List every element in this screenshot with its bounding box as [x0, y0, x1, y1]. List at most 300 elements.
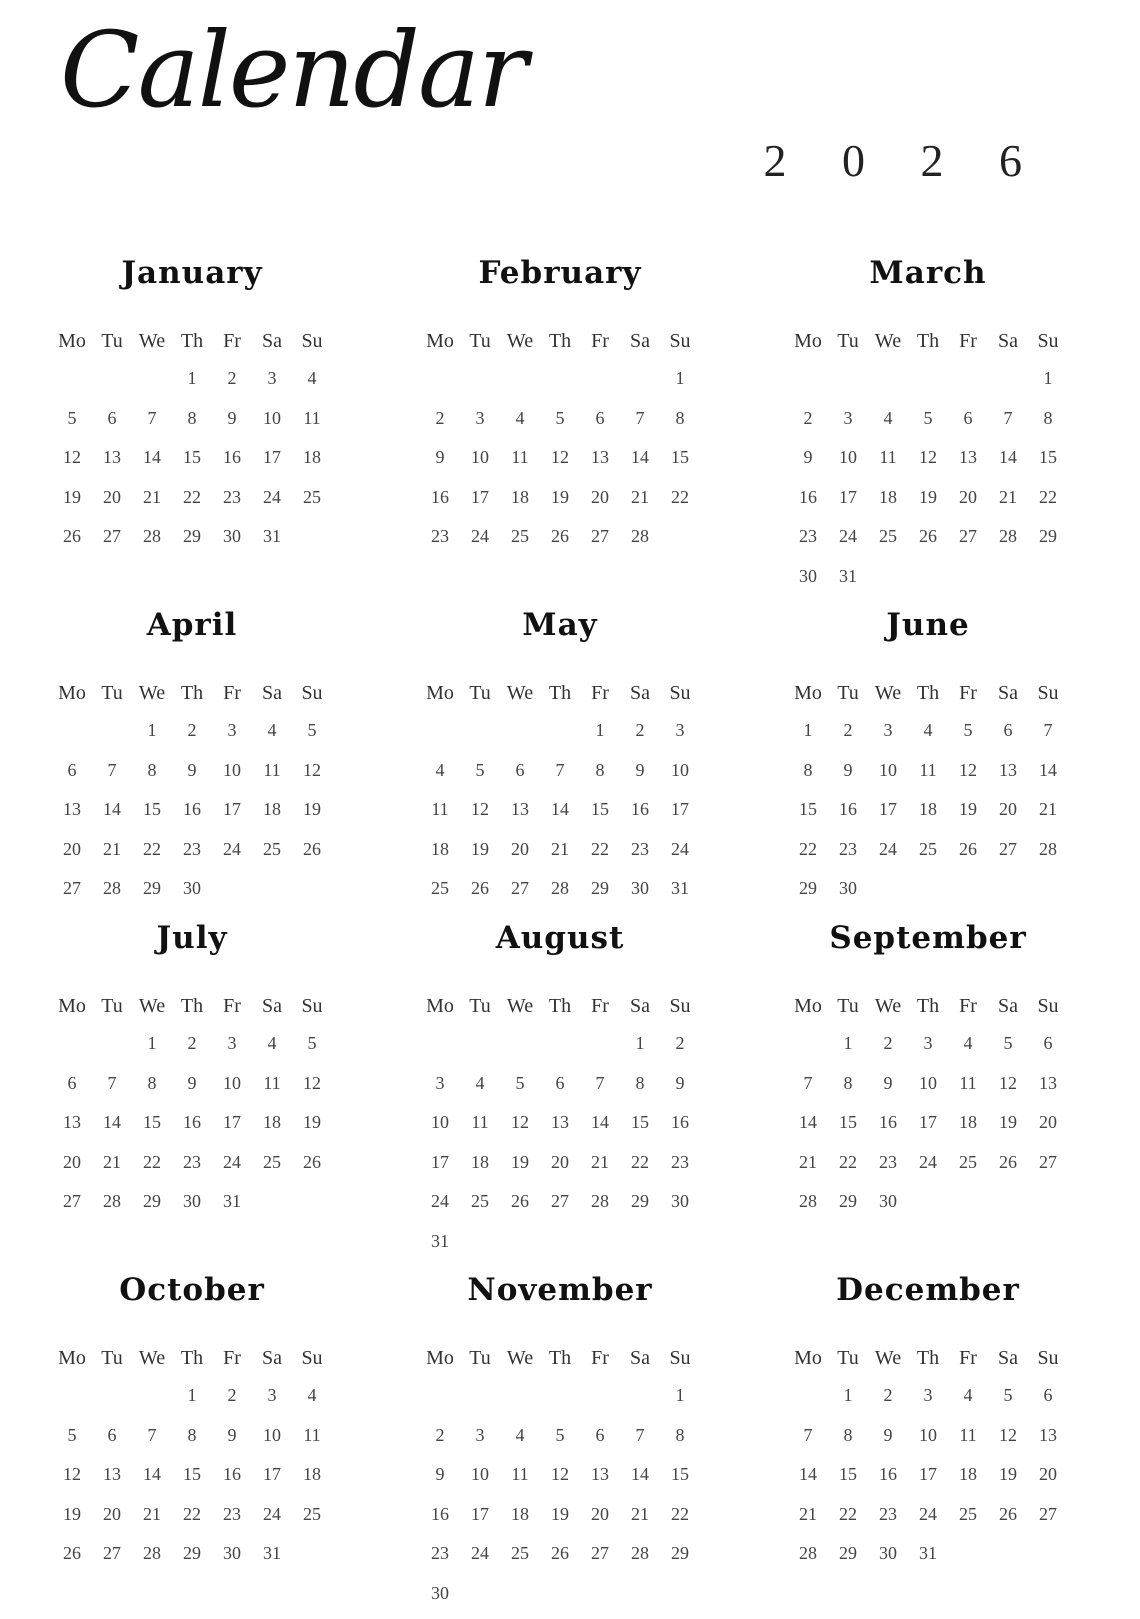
day-cell: 11 — [431, 799, 449, 819]
day-cell: 14 — [799, 1464, 817, 1484]
day-cell: 1 — [187, 368, 197, 388]
day-cell: 9 — [635, 759, 645, 780]
weekday-header: Su — [669, 1347, 691, 1369]
weekday-header: Mo — [58, 1347, 86, 1369]
day-cell: 23 — [431, 526, 449, 546]
day-cell: 12 — [999, 1072, 1017, 1093]
day-cell: 7 — [555, 759, 565, 780]
day-cell: 19 — [471, 838, 489, 859]
day-cell: 24 — [919, 1151, 937, 1172]
day-cell: 9 — [883, 1424, 893, 1445]
day-cell: 8 — [147, 1072, 157, 1093]
weekday-header: Fr — [959, 1347, 977, 1369]
day-cell: 19 — [999, 1112, 1017, 1132]
year-label: 2 0 2 6 — [763, 135, 1044, 186]
day-cell: 15 — [1039, 447, 1057, 467]
weekday-header: Tu — [469, 1347, 491, 1369]
day-cell: 16 — [431, 486, 449, 507]
day-cell: 19 — [551, 1503, 569, 1524]
day-cell: 27 — [103, 526, 121, 546]
day-cell: 9 — [187, 759, 197, 780]
weekday-header: Su — [301, 682, 323, 704]
day-cell: 1 — [675, 1385, 685, 1405]
day-cell: 6 — [1043, 1385, 1053, 1405]
weekday-header: Su — [669, 330, 691, 352]
day-cell: 17 — [223, 1112, 241, 1132]
day-cell: 3 — [267, 368, 277, 388]
month-name: November — [467, 1272, 653, 1308]
day-cell: 6 — [963, 407, 973, 428]
day-cell: 21 — [591, 1151, 609, 1172]
day-cell: 26 — [999, 1503, 1017, 1524]
day-cell: 18 — [303, 447, 321, 467]
weekday-header: Su — [1037, 995, 1059, 1017]
weekday-header: We — [506, 330, 534, 352]
weekday-header: Sa — [630, 682, 650, 704]
day-cell: 12 — [471, 799, 489, 819]
day-cell: 8 — [803, 759, 813, 780]
day-cell: 17 — [263, 447, 281, 467]
day-cell: 12 — [303, 1072, 321, 1093]
weekday-header: Mo — [58, 330, 86, 352]
weekday-header: Sa — [998, 995, 1018, 1017]
day-cell: 24 — [919, 1503, 937, 1524]
day-cell: 11 — [959, 1424, 977, 1445]
day-cell: 23 — [671, 1151, 689, 1172]
day-cell: 20 — [63, 1151, 81, 1172]
day-cell: 2 — [803, 407, 813, 428]
day-cell: 13 — [103, 447, 121, 467]
weekday-header: We — [506, 1347, 534, 1369]
weekday-header: Th — [180, 682, 204, 704]
day-cell: 29 — [799, 878, 817, 898]
day-cell: 23 — [183, 1151, 201, 1172]
day-cell: 7 — [1003, 407, 1013, 428]
day-cell: 20 — [63, 838, 81, 859]
day-cell: 20 — [1039, 1464, 1057, 1484]
day-cell: 29 — [143, 878, 161, 898]
weekday-header: We — [506, 682, 534, 704]
day-cell: 4 — [475, 1072, 485, 1093]
weekday-header: Mo — [794, 995, 822, 1017]
month-name: February — [478, 255, 642, 291]
day-cell: 17 — [223, 799, 241, 819]
day-cell: 28 — [799, 1543, 817, 1563]
day-cell: 3 — [923, 1033, 933, 1053]
day-cell: 19 — [511, 1151, 529, 1172]
weekday-header: Th — [180, 1347, 204, 1369]
weekday-header: Tu — [837, 1347, 859, 1369]
day-cell: 24 — [471, 526, 489, 546]
day-cell: 14 — [631, 1464, 649, 1484]
day-cell: 23 — [799, 526, 817, 546]
weekday-header: Su — [669, 995, 691, 1017]
weekday-header: Su — [301, 330, 323, 352]
day-cell: 19 — [999, 1464, 1017, 1484]
weekday-header: Fr — [591, 995, 609, 1017]
weekday-header: Sa — [998, 1347, 1018, 1369]
day-cell: 31 — [919, 1543, 937, 1563]
day-cell: 26 — [511, 1191, 529, 1211]
day-cell: 22 — [671, 486, 689, 507]
day-cell: 8 — [675, 407, 685, 428]
day-cell: 3 — [843, 407, 853, 428]
day-cell: 9 — [435, 447, 445, 467]
day-cell: 30 — [183, 1191, 201, 1211]
day-cell: 27 — [1039, 1503, 1057, 1524]
day-cell: 31 — [263, 526, 281, 546]
day-cell: 4 — [267, 720, 277, 740]
weekday-header: Su — [1037, 682, 1059, 704]
month-name: April — [146, 607, 238, 643]
weekday-header: We — [138, 330, 166, 352]
day-cell: 7 — [147, 407, 157, 428]
day-cell: 1 — [595, 720, 605, 740]
day-cell: 10 — [471, 1464, 489, 1484]
day-cell: 15 — [799, 799, 817, 819]
day-cell: 24 — [431, 1191, 449, 1211]
day-cell: 5 — [1003, 1033, 1013, 1053]
day-cell: 30 — [799, 565, 817, 586]
day-cell: 17 — [263, 1464, 281, 1484]
day-cell: 11 — [471, 1112, 489, 1132]
day-cell: 10 — [839, 447, 857, 467]
day-cell: 18 — [263, 799, 281, 819]
day-cell: 19 — [919, 486, 937, 507]
day-cell: 4 — [883, 407, 893, 428]
day-cell: 2 — [435, 407, 445, 428]
day-cell: 22 — [799, 838, 817, 859]
day-cell: 3 — [267, 1385, 277, 1405]
day-cell: 7 — [635, 407, 645, 428]
day-cell: 4 — [963, 1033, 973, 1053]
day-cell: 28 — [103, 878, 121, 898]
day-cell: 1 — [635, 1033, 645, 1053]
weekday-header: Fr — [959, 330, 977, 352]
day-cell: 16 — [183, 799, 201, 819]
day-cell: 28 — [591, 1191, 609, 1211]
day-cell: 20 — [551, 1151, 569, 1172]
day-cell: 9 — [675, 1072, 685, 1093]
weekday-header: Th — [916, 330, 940, 352]
month-name: March — [869, 255, 987, 291]
day-cell: 21 — [999, 486, 1017, 507]
day-cell: 8 — [187, 1424, 197, 1445]
weekday-header: Mo — [426, 682, 454, 704]
day-cell: 17 — [671, 799, 689, 819]
day-cell: 31 — [223, 1191, 241, 1211]
weekday-header: Fr — [223, 330, 241, 352]
day-cell: 14 — [103, 799, 121, 819]
day-cell: 17 — [919, 1464, 937, 1484]
day-cell: 25 — [303, 486, 321, 507]
day-cell: 11 — [303, 407, 321, 428]
day-cell: 22 — [839, 1151, 857, 1172]
day-cell: 20 — [103, 1503, 121, 1524]
day-cell: 18 — [471, 1151, 489, 1172]
day-cell: 22 — [631, 1151, 649, 1172]
day-cell: 13 — [103, 1464, 121, 1484]
day-cell: 28 — [103, 1191, 121, 1211]
day-cell: 10 — [223, 1072, 241, 1093]
day-cell: 4 — [435, 759, 445, 780]
day-cell: 20 — [511, 838, 529, 859]
day-cell: 28 — [631, 526, 649, 546]
weekday-header: Sa — [262, 682, 282, 704]
day-cell: 22 — [591, 838, 609, 859]
day-cell: 5 — [923, 407, 933, 428]
month-name: December — [836, 1272, 1020, 1308]
month-name: June — [886, 607, 970, 643]
day-cell: 12 — [511, 1112, 529, 1132]
day-cell: 8 — [843, 1424, 853, 1445]
day-cell: 9 — [843, 759, 853, 780]
day-cell: 25 — [511, 526, 529, 546]
weekday-header: Tu — [837, 995, 859, 1017]
day-cell: 27 — [959, 526, 977, 546]
day-cell: 19 — [303, 799, 321, 819]
weekday-header: We — [874, 682, 902, 704]
day-cell: 11 — [511, 1464, 529, 1484]
day-cell: 12 — [551, 1464, 569, 1484]
day-cell: 6 — [1003, 720, 1013, 740]
day-cell: 30 — [839, 878, 857, 898]
day-cell: 16 — [631, 799, 649, 819]
weekday-header: We — [138, 995, 166, 1017]
day-cell: 7 — [803, 1072, 813, 1093]
day-cell: 14 — [799, 1112, 817, 1132]
day-cell: 7 — [595, 1072, 605, 1093]
weekday-header: Fr — [591, 1347, 609, 1369]
day-cell: 1 — [1043, 368, 1053, 388]
weekday-header: Mo — [426, 1347, 454, 1369]
day-cell: 9 — [435, 1464, 445, 1484]
day-cell: 30 — [183, 878, 201, 898]
day-cell: 1 — [147, 720, 157, 740]
day-cell: 6 — [67, 759, 77, 780]
day-cell: 17 — [471, 486, 489, 507]
weekday-header: Sa — [998, 330, 1018, 352]
day-cell: 29 — [143, 1191, 161, 1211]
day-cell: 5 — [515, 1072, 525, 1093]
day-cell: 23 — [631, 838, 649, 859]
day-cell: 9 — [803, 447, 813, 467]
day-cell: 25 — [303, 1503, 321, 1524]
day-cell: 1 — [675, 368, 685, 388]
day-cell: 20 — [591, 1503, 609, 1524]
day-cell: 25 — [879, 526, 897, 546]
day-cell: 16 — [223, 447, 241, 467]
day-cell: 3 — [227, 1033, 237, 1053]
day-cell: 21 — [143, 1503, 161, 1524]
day-cell: 8 — [635, 1072, 645, 1093]
day-cell: 22 — [183, 486, 201, 507]
day-cell: 13 — [511, 799, 529, 819]
day-cell: 11 — [263, 759, 281, 780]
day-cell: 30 — [223, 526, 241, 546]
day-cell: 18 — [511, 486, 529, 507]
day-cell: 28 — [551, 878, 569, 898]
weekday-header: Mo — [794, 682, 822, 704]
day-cell: 16 — [671, 1112, 689, 1132]
weekday-header: Mo — [426, 995, 454, 1017]
weekday-header: Su — [669, 682, 691, 704]
day-cell: 14 — [631, 447, 649, 467]
day-cell: 15 — [591, 799, 609, 819]
day-cell: 16 — [183, 1112, 201, 1132]
day-cell: 15 — [671, 447, 689, 467]
day-cell: 6 — [67, 1072, 77, 1093]
day-cell: 5 — [307, 1033, 317, 1053]
day-cell: 7 — [635, 1424, 645, 1445]
day-cell: 21 — [103, 1151, 121, 1172]
day-cell: 28 — [1039, 838, 1057, 859]
day-cell: 13 — [999, 759, 1017, 780]
weekday-header: Fr — [223, 995, 241, 1017]
day-cell: 15 — [631, 1112, 649, 1132]
day-cell: 27 — [63, 878, 81, 898]
day-cell: 27 — [103, 1543, 121, 1563]
day-cell: 19 — [303, 1112, 321, 1132]
day-cell: 12 — [63, 447, 81, 467]
weekday-header: Th — [180, 995, 204, 1017]
day-cell: 3 — [227, 720, 237, 740]
day-cell: 6 — [595, 407, 605, 428]
month-name: October — [119, 1272, 265, 1308]
day-cell: 4 — [267, 1033, 277, 1053]
day-cell: 1 — [843, 1033, 853, 1053]
day-cell: 21 — [103, 838, 121, 859]
weekday-header: Fr — [959, 995, 977, 1017]
day-cell: 2 — [883, 1385, 893, 1405]
day-cell: 18 — [959, 1464, 977, 1484]
day-cell: 28 — [143, 1543, 161, 1563]
month-name: January — [121, 255, 263, 291]
day-cell: 29 — [183, 1543, 201, 1563]
weekday-header: Tu — [469, 330, 491, 352]
day-cell: 18 — [431, 838, 449, 859]
day-cell: 11 — [959, 1072, 977, 1093]
day-cell: 9 — [883, 1072, 893, 1093]
day-cell: 2 — [675, 1033, 685, 1053]
day-cell: 1 — [843, 1385, 853, 1405]
day-cell: 25 — [263, 1151, 281, 1172]
day-cell: 25 — [959, 1503, 977, 1524]
day-cell: 23 — [223, 1503, 241, 1524]
day-cell: 17 — [431, 1151, 449, 1172]
day-cell: 24 — [263, 486, 281, 507]
day-cell: 26 — [303, 1151, 321, 1172]
day-cell: 22 — [143, 838, 161, 859]
day-cell: 10 — [919, 1072, 937, 1093]
day-cell: 18 — [511, 1503, 529, 1524]
day-cell: 13 — [1039, 1072, 1057, 1093]
weekday-header: Tu — [837, 330, 859, 352]
day-cell: 14 — [143, 447, 161, 467]
day-cell: 9 — [187, 1072, 197, 1093]
day-cell: 12 — [959, 759, 977, 780]
day-cell: 17 — [839, 486, 857, 507]
day-cell: 27 — [999, 838, 1017, 859]
day-cell: 1 — [803, 720, 813, 740]
day-cell: 12 — [999, 1424, 1017, 1445]
day-cell: 20 — [103, 486, 121, 507]
day-cell: 27 — [551, 1191, 569, 1211]
weekday-header: Fr — [591, 682, 609, 704]
day-cell: 3 — [435, 1072, 445, 1093]
day-cell: 26 — [551, 1543, 569, 1563]
day-cell: 28 — [799, 1191, 817, 1211]
day-cell: 7 — [107, 759, 117, 780]
day-cell: 29 — [839, 1191, 857, 1211]
day-cell: 10 — [919, 1424, 937, 1445]
day-cell: 15 — [183, 1464, 201, 1484]
day-cell: 11 — [919, 759, 937, 780]
day-cell: 18 — [959, 1112, 977, 1132]
day-cell: 26 — [919, 526, 937, 546]
weekday-header: We — [874, 330, 902, 352]
day-cell: 24 — [471, 1543, 489, 1563]
day-cell: 20 — [999, 799, 1017, 819]
weekday-header: Sa — [998, 682, 1018, 704]
weekday-header: Mo — [426, 330, 454, 352]
day-cell: 13 — [551, 1112, 569, 1132]
day-cell: 30 — [431, 1582, 449, 1603]
day-cell: 27 — [591, 1543, 609, 1563]
day-cell: 31 — [431, 1230, 449, 1251]
day-cell: 14 — [103, 1112, 121, 1132]
day-cell: 10 — [471, 447, 489, 467]
day-cell: 12 — [551, 447, 569, 467]
weekday-header: Th — [180, 330, 204, 352]
day-cell: 9 — [227, 407, 237, 428]
day-cell: 19 — [551, 486, 569, 507]
day-cell: 7 — [147, 1424, 157, 1445]
day-cell: 16 — [879, 1464, 897, 1484]
day-cell: 15 — [143, 1112, 161, 1132]
day-cell: 22 — [839, 1503, 857, 1524]
day-cell: 29 — [1039, 526, 1057, 546]
day-cell: 13 — [959, 447, 977, 467]
day-cell: 22 — [671, 1503, 689, 1524]
month-name: July — [156, 920, 228, 956]
day-cell: 15 — [183, 447, 201, 467]
day-cell: 8 — [675, 1424, 685, 1445]
day-cell: 2 — [187, 720, 197, 740]
day-cell: 26 — [63, 1543, 81, 1563]
day-cell: 26 — [471, 878, 489, 898]
month-name: May — [522, 607, 598, 643]
weekday-header: Tu — [469, 995, 491, 1017]
day-cell: 2 — [435, 1424, 445, 1445]
weekday-header: Sa — [262, 995, 282, 1017]
day-cell: 13 — [1039, 1424, 1057, 1445]
day-cell: 8 — [187, 407, 197, 428]
day-cell: 5 — [475, 759, 485, 780]
weekday-header: Sa — [630, 995, 650, 1017]
weekday-header: Mo — [794, 330, 822, 352]
day-cell: 25 — [471, 1191, 489, 1211]
day-cell: 26 — [303, 838, 321, 859]
day-cell: 14 — [1039, 759, 1057, 780]
day-cell: 4 — [307, 1385, 317, 1405]
weekday-header: Fr — [223, 1347, 241, 1369]
day-cell: 25 — [959, 1151, 977, 1172]
day-cell: 31 — [671, 878, 689, 898]
day-cell: 16 — [431, 1503, 449, 1524]
weekday-header: We — [874, 1347, 902, 1369]
day-cell: 14 — [999, 447, 1017, 467]
